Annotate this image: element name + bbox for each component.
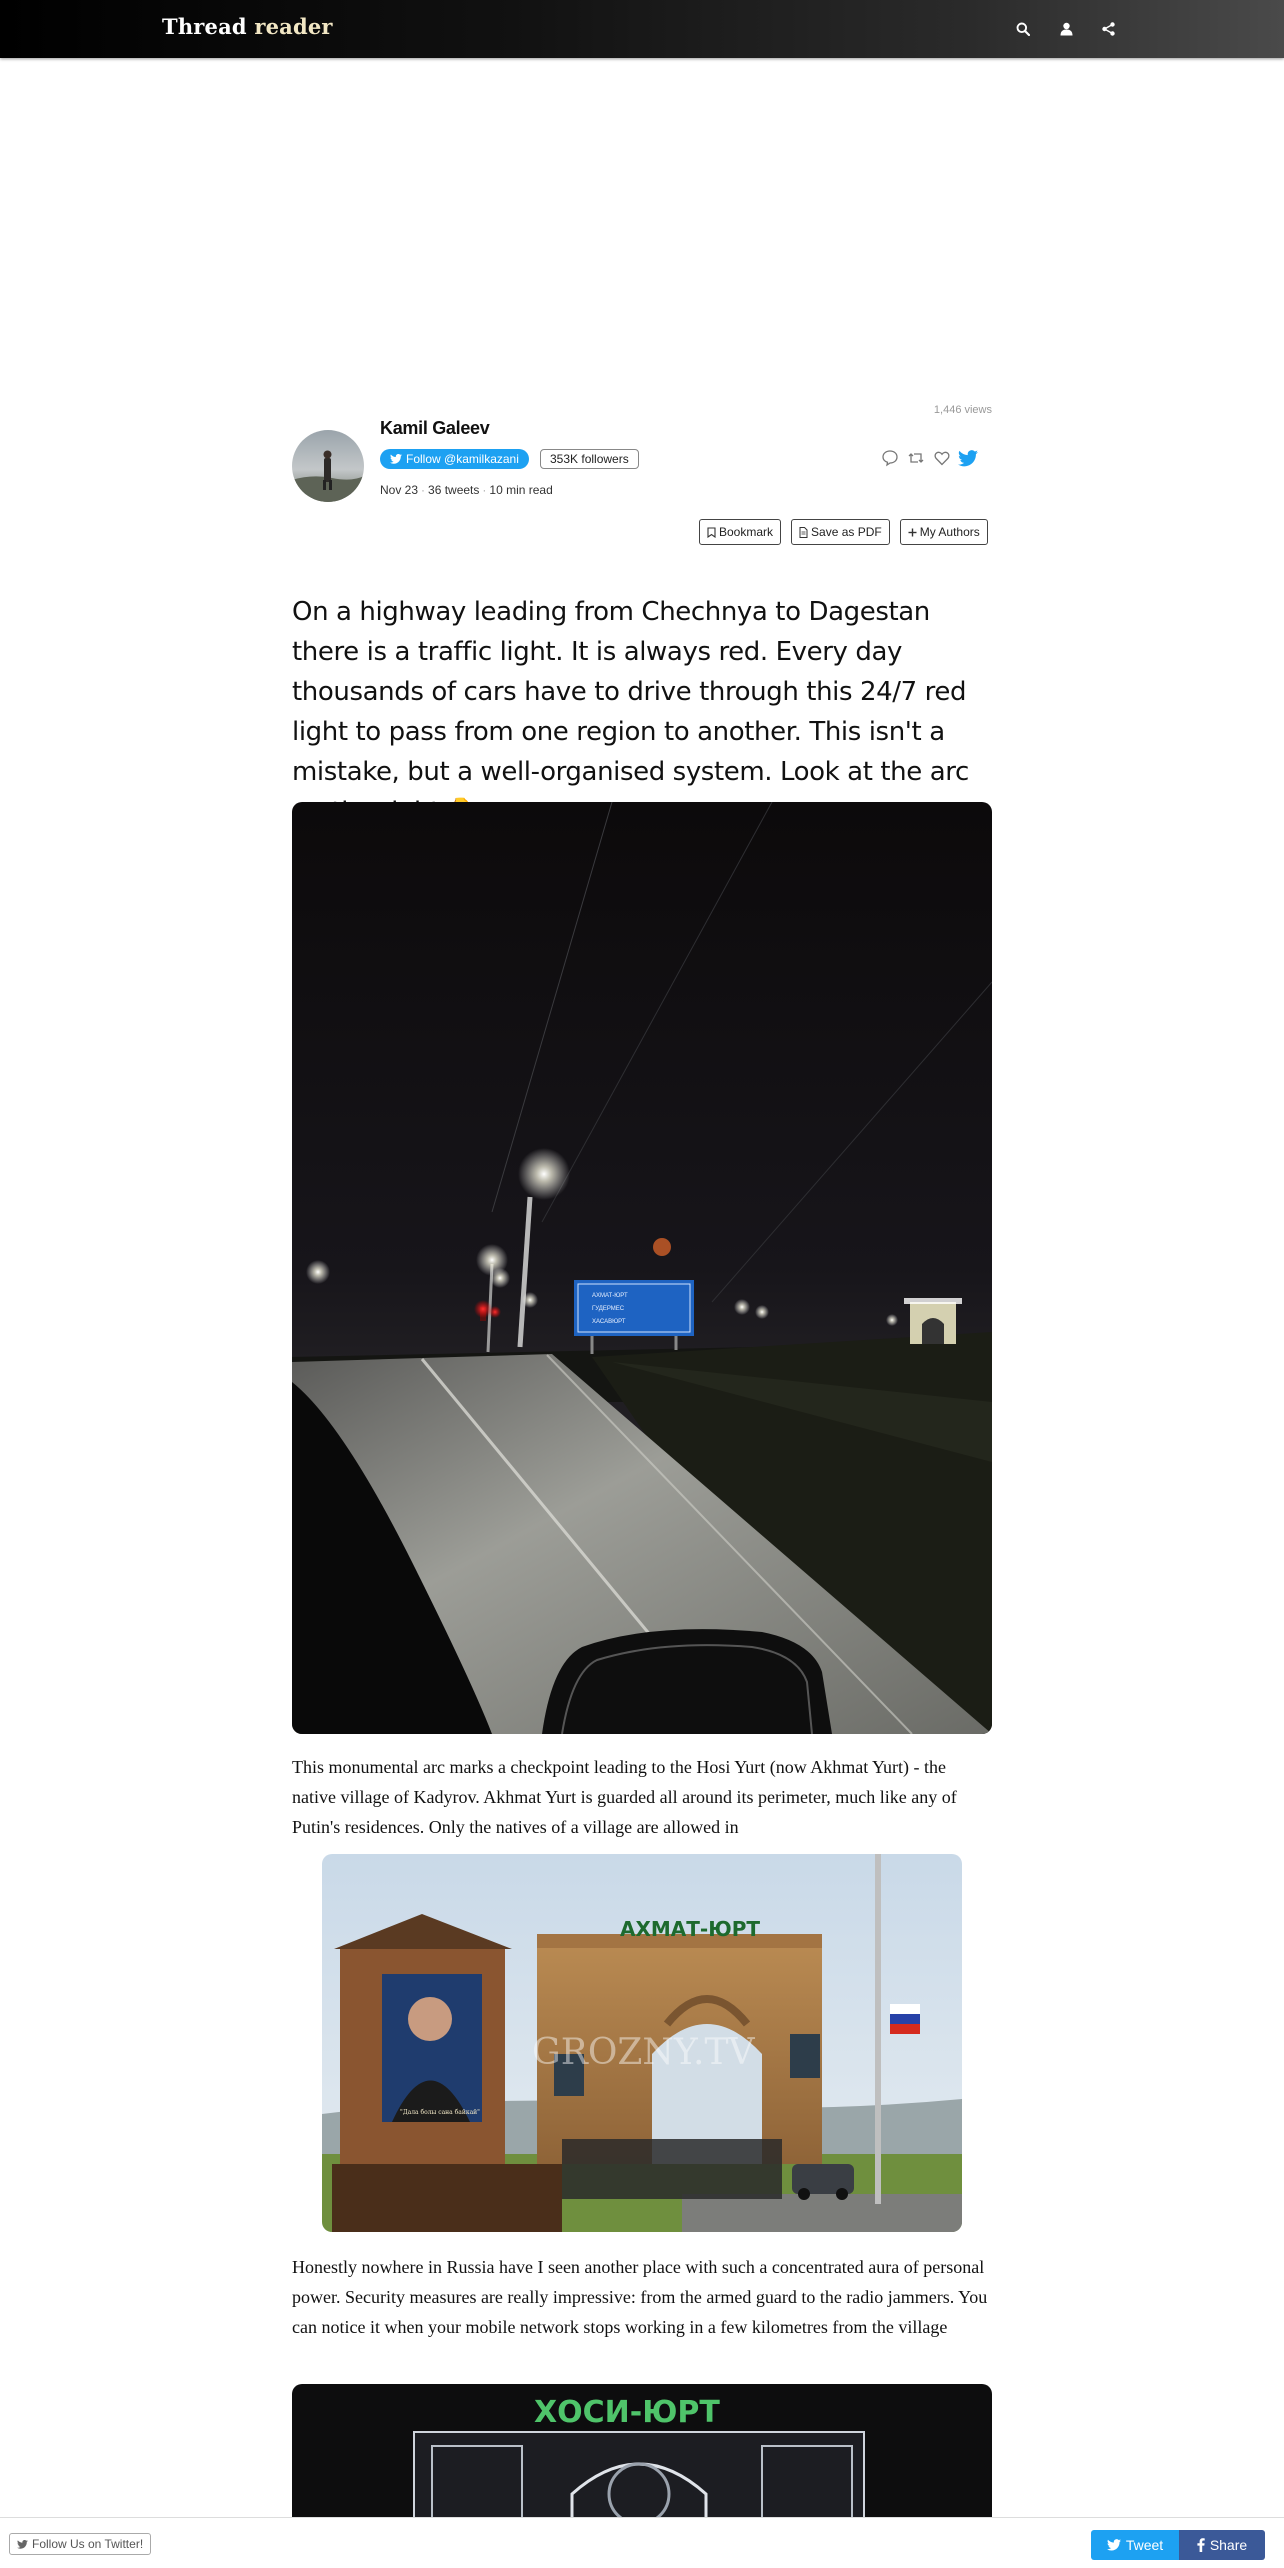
save-pdf-label: Save as PDF — [811, 525, 882, 539]
portrait-banner-text: "Дала болы сана байкай" — [400, 2109, 480, 2116]
top-navbar — [0, 0, 1284, 58]
facebook-icon — [1197, 2538, 1205, 2552]
hosi-yurt-sign-text: ХОСИ-ЮРТ — [534, 2395, 720, 2430]
thread-meta — [380, 483, 553, 497]
brand-word-thread: Thread — [162, 14, 247, 39]
heart-icon[interactable] — [932, 448, 952, 468]
meta-separator: · — [482, 483, 487, 497]
tweet-image-arc[interactable] — [322, 1854, 962, 2232]
follow-author-button[interactable] — [380, 449, 529, 469]
tweet-image-highway[interactable] — [292, 802, 992, 1734]
share-icon[interactable] — [1097, 18, 1119, 40]
twitter-bird-icon — [17, 2540, 28, 2549]
comment-icon[interactable] — [880, 448, 900, 468]
arc-sign-text: АХМАТ-ЮРТ — [620, 1917, 760, 1941]
meta-separator: · — [421, 483, 426, 497]
tweet-actions — [880, 448, 978, 468]
twitter-bird-icon — [1107, 2539, 1121, 2551]
follow-us-label: Follow Us on Twitter! — [32, 2537, 144, 2551]
bookmark-icon — [707, 527, 716, 538]
road-sign-line-3: ХАСАВЮРТ — [592, 1319, 626, 1325]
tweet-text-2: This monumental arc marks a checkpoint leading to the Hosi Yurt (now Akhmat Yurt) - the native village of Kadyrov. Akhmat Yurt is guarded all around its perimeter, much like any of Putin's residences. Only the natives of a village are allowed in — [292, 1757, 957, 1837]
my-authors-label: My Authors — [919, 525, 980, 539]
thread-lead-text: On a highway leading from Chechnya to Dagestan there is a traffic light. It is always red. Every day thousands of cars have to drive through this 24/7 red light to pass from one region to another. This isn't a mistake, but a well-organised system. Look at the arc — [292, 597, 969, 787]
author-avatar[interactable] — [292, 430, 364, 502]
road-sign-line-1: АХМАТ-ЮРТ — [592, 1293, 628, 1299]
user-icon[interactable] — [1055, 18, 1077, 40]
file-icon — [799, 527, 808, 538]
facebook-share-button[interactable] — [1179, 2530, 1265, 2560]
tweet-text-3: Honestly nowhere in Russia have I seen another place with such a concentrated aura of personal power. Security measures are really impressive: from the armed guard to the radio jammers. You can notice it when your mobile network stops working in a few kilometres from the village — [292, 2257, 988, 2337]
author-name[interactable]: Kamil Galeev — [380, 418, 490, 438]
twitter-bird-icon[interactable] — [958, 448, 978, 468]
bookmark-label: Bookmark — [719, 525, 774, 539]
thread-date: Nov 23 — [380, 483, 419, 497]
twitter-bird-icon — [390, 454, 402, 464]
brand-word-reader: reader — [254, 14, 333, 39]
search-icon[interactable] — [1012, 18, 1034, 40]
share-label: Share — [1209, 2537, 1248, 2553]
tweet-button[interactable] — [1091, 2530, 1179, 2560]
my-authors-button[interactable] — [900, 519, 988, 545]
retweet-icon[interactable] — [906, 448, 926, 468]
save-pdf-button[interactable] — [791, 519, 890, 545]
plus-icon — [908, 528, 917, 537]
brand-logo[interactable] — [162, 14, 333, 39]
bookmark-button[interactable] — [699, 519, 781, 545]
read-time: 10 min read — [489, 483, 553, 497]
tweet-label: Tweet — [1125, 2537, 1164, 2553]
road-sign-line-2: ГУДЕРМЕС — [592, 1306, 625, 1312]
thread-button-row — [699, 519, 988, 545]
followers-count: 353K followers — [540, 449, 639, 469]
follow-label: Follow @kamilkazani — [406, 452, 519, 466]
follow-us-twitter-button[interactable] — [9, 2533, 151, 2555]
view-count: 1,446 views — [933, 404, 992, 416]
image-watermark: GROZNY.TV — [532, 2032, 755, 2073]
tweet-count: 36 tweets — [428, 483, 480, 497]
